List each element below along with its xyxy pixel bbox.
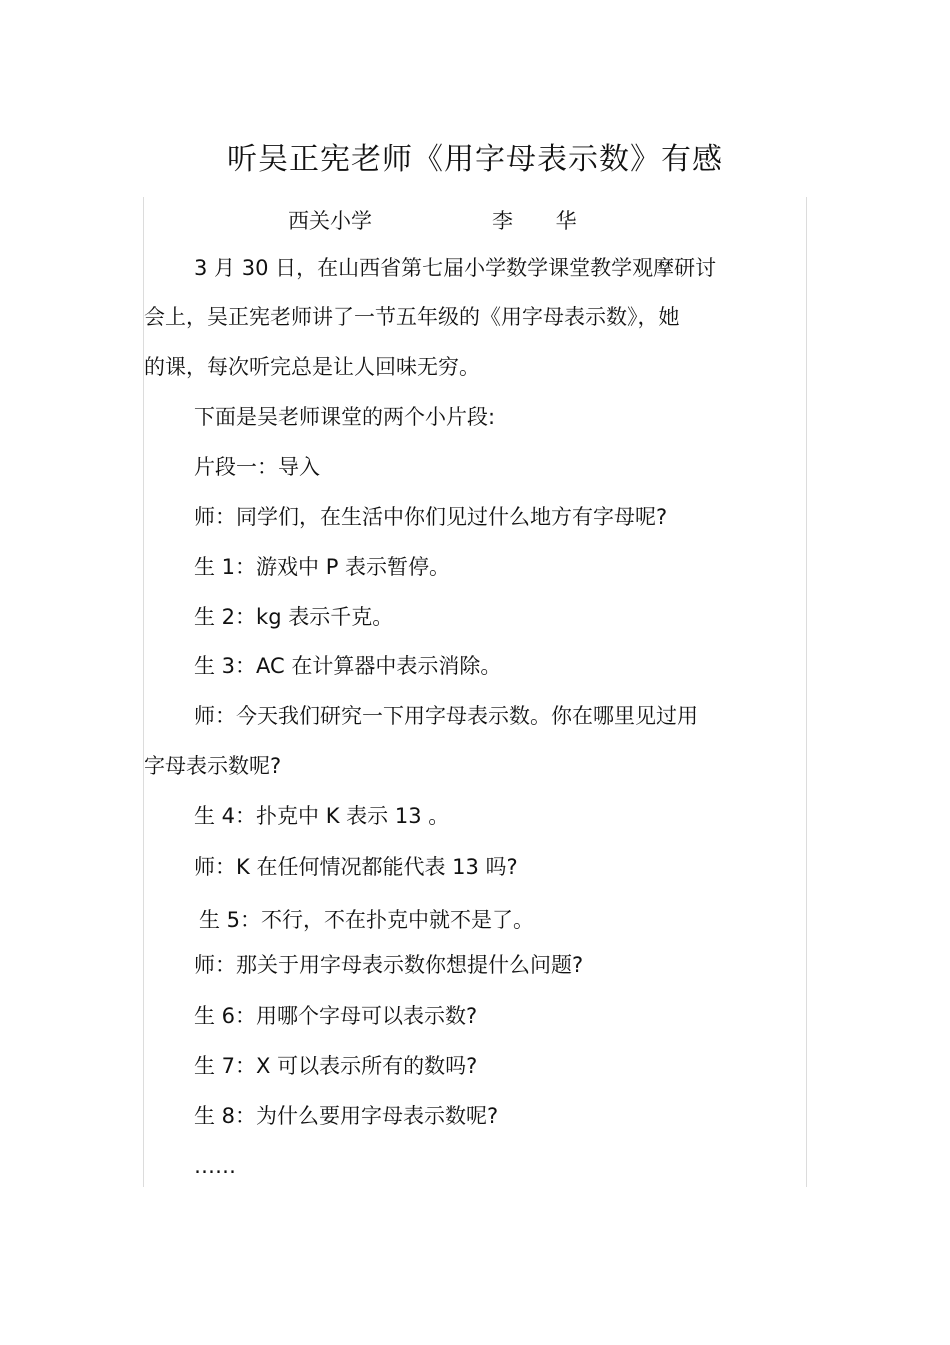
author-name: 李 华 [492, 209, 595, 233]
paragraph-line: 的课，每次听完总是让人回味无穷。 [144, 355, 480, 379]
paragraph-line: 3 月 30 日，在山西省第七届小学数学课堂教学观摩研讨 [194, 256, 717, 280]
dialogue-line: 生 7：X 可以表示所有的数吗? [194, 1054, 478, 1078]
dialogue-line: 生 2：kg 表示千克。 [194, 605, 394, 629]
dialogue-line: 生 4：扑克中 K 表示 13 。 [194, 804, 450, 828]
left-margin-rule [143, 197, 144, 1187]
dialogue-line: 生 6：用哪个字母可以表示数? [194, 1004, 478, 1028]
ellipsis-line: …… [194, 1154, 236, 1178]
paragraph-line: 下面是吴老师课堂的两个小片段: [194, 405, 496, 429]
dialogue-line: 师：K 在任何情况都能代表 13 吗? [194, 855, 518, 879]
dialogue-line: 生 3：AC 在计算器中表示消除。 [194, 654, 502, 678]
dialogue-line: 师：同学们，在生活中你们见过什么地方有字母呢? [194, 505, 668, 529]
dialogue-line: 生 1：游戏中 P 表示暂停。 [194, 555, 451, 579]
dialogue-line: 师：那关于用字母表示数你想提什么问题? [194, 953, 584, 977]
document-title: 听吴正宪老师《用字母表示数》有感 [227, 142, 723, 177]
dialogue-line: 字母表示数呢? [144, 754, 282, 778]
paragraph-line: 会上，吴正宪老师讲了一节五年级的《用字母表示数》，她 [144, 305, 680, 329]
dialogue-line: 生 8：为什么要用字母表示数呢? [194, 1104, 499, 1128]
section-heading: 片段一：导入 [194, 455, 320, 479]
dialogue-line: 生 5：不行，不在扑克中就不是了。 [199, 908, 535, 932]
right-margin-rule [806, 197, 807, 1187]
dialogue-line: 师：今天我们研究一下用字母表示数。你在哪里见过用 [194, 704, 698, 728]
author-school: 西关小学 [288, 209, 372, 233]
